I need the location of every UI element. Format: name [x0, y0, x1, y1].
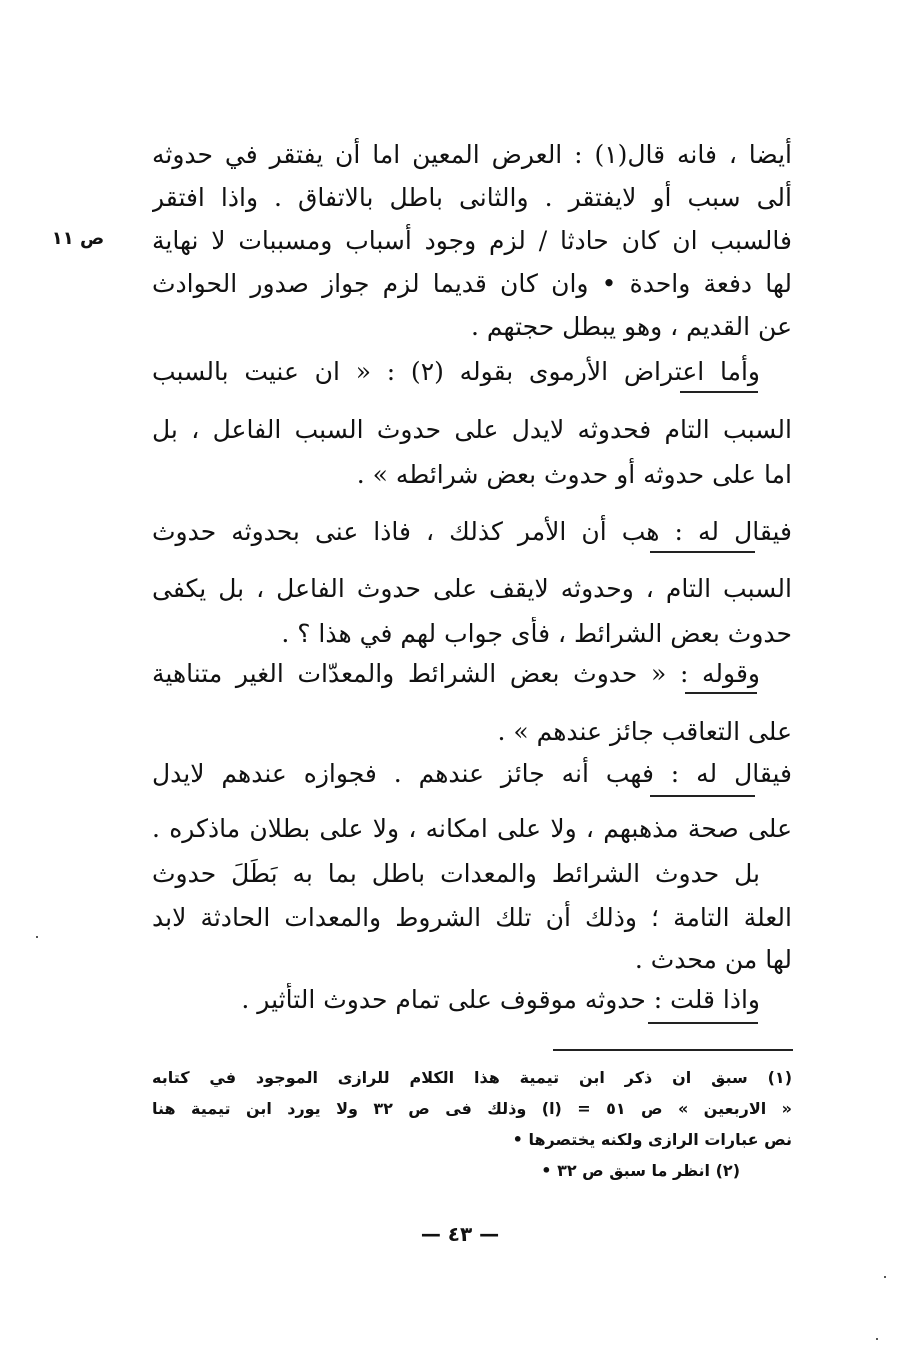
text-line-9: فيقال له : هب أن الأمر كذلك ، فاذا عنى بحدوثه حدوث — [152, 517, 792, 546]
footnote-separator — [553, 1049, 793, 1051]
text-line-17: العلة التامة ؛ وذلك أن تلك الشروط والمعدات الحادثة لابد — [152, 903, 792, 932]
text-line-13: على التعاقب جائز عندهم » . — [497, 717, 792, 746]
page-number: — ٤٣ — — [420, 1222, 500, 1246]
scan-speck — [884, 1276, 886, 1278]
underline-mark — [680, 391, 758, 393]
text-line-10: السبب التام ، وحدوثه لايقف على حدوث الفاعل ، بل يكفى — [152, 574, 792, 603]
text-line-11: حدوث بعض الشرائط ، فأى جواب لهم في هذا ؟ . — [281, 619, 792, 648]
underline-mark — [648, 1022, 758, 1024]
text-line-12: وقوله : « حدوث بعض الشرائط والمعدّات الغير متناهية — [152, 659, 760, 688]
text-line-18: لها من محدث . — [634, 945, 792, 974]
text-line-1: أيضا ، فانه قال(١) : العرض المعين اما أن يفتقر في حدوثه — [152, 140, 792, 169]
text-line-3: فالسبب ان كان حادثا / لزم وجود أسباب ومسببات لا نهاية — [152, 226, 792, 255]
text-line-19: واذا قلت : حدوثه موقوف على تمام حدوث التأثير . — [241, 985, 760, 1014]
text-line-7: السبب التام فحدوثه لايدل على حدوث السبب الفاعل ، بل — [152, 415, 792, 444]
text-line-5: عن القديم ، وهو يبطل حجتهم . — [471, 312, 792, 341]
text-line-6: وأما اعتراض الأرموى بقوله (٢) : « ان عنيت بالسبب — [152, 357, 760, 386]
underline-mark — [650, 551, 755, 553]
text-line-2: ألى سبب أو لايفتقر . والثانى باطل بالاتفاق . واذا افتقر — [152, 183, 792, 212]
text-line-4: لها دفعة واحدة • وان كان قديما لزم جواز صدور الحوادث — [152, 269, 792, 298]
underline-mark — [650, 795, 755, 797]
margin-page-reference: ص ١١ — [51, 228, 105, 249]
footnote-line-1: (١) سبق ان ذكر ابن تيمية هذا الكلام للرازى الموجود في كتابه — [152, 1068, 792, 1087]
text-line-15: على صحة مذهبهم ، ولا على امكانه ، ولا على بطلان ماذكره . — [152, 814, 792, 843]
footnote-line-3: نص عبارات الرازى ولكنه يختصرها • — [512, 1130, 792, 1149]
text-line-14: فيقال له : فهب أنه جائز عندهم . فجوازه عندهم لايدل — [152, 759, 792, 788]
text-line-16: بل حدوث الشرائط والمعدات باطل بما به بَطَلَ حدوث — [152, 859, 760, 888]
scan-speck — [876, 1338, 878, 1340]
underline-mark — [685, 692, 757, 694]
footnote-line-4: (٢) انظر ما سبق ص ٣٢ • — [541, 1161, 740, 1180]
text-line-8: اما على حدوثه أو حدوث بعض شرائطه » . — [356, 460, 792, 489]
scan-speck — [36, 936, 38, 938]
footnote-line-2: « الاربعين » ص ٥١ = (ا) وذلك فى ص ٣٢ ولا يورد ابن تيمية هنا — [152, 1099, 792, 1118]
